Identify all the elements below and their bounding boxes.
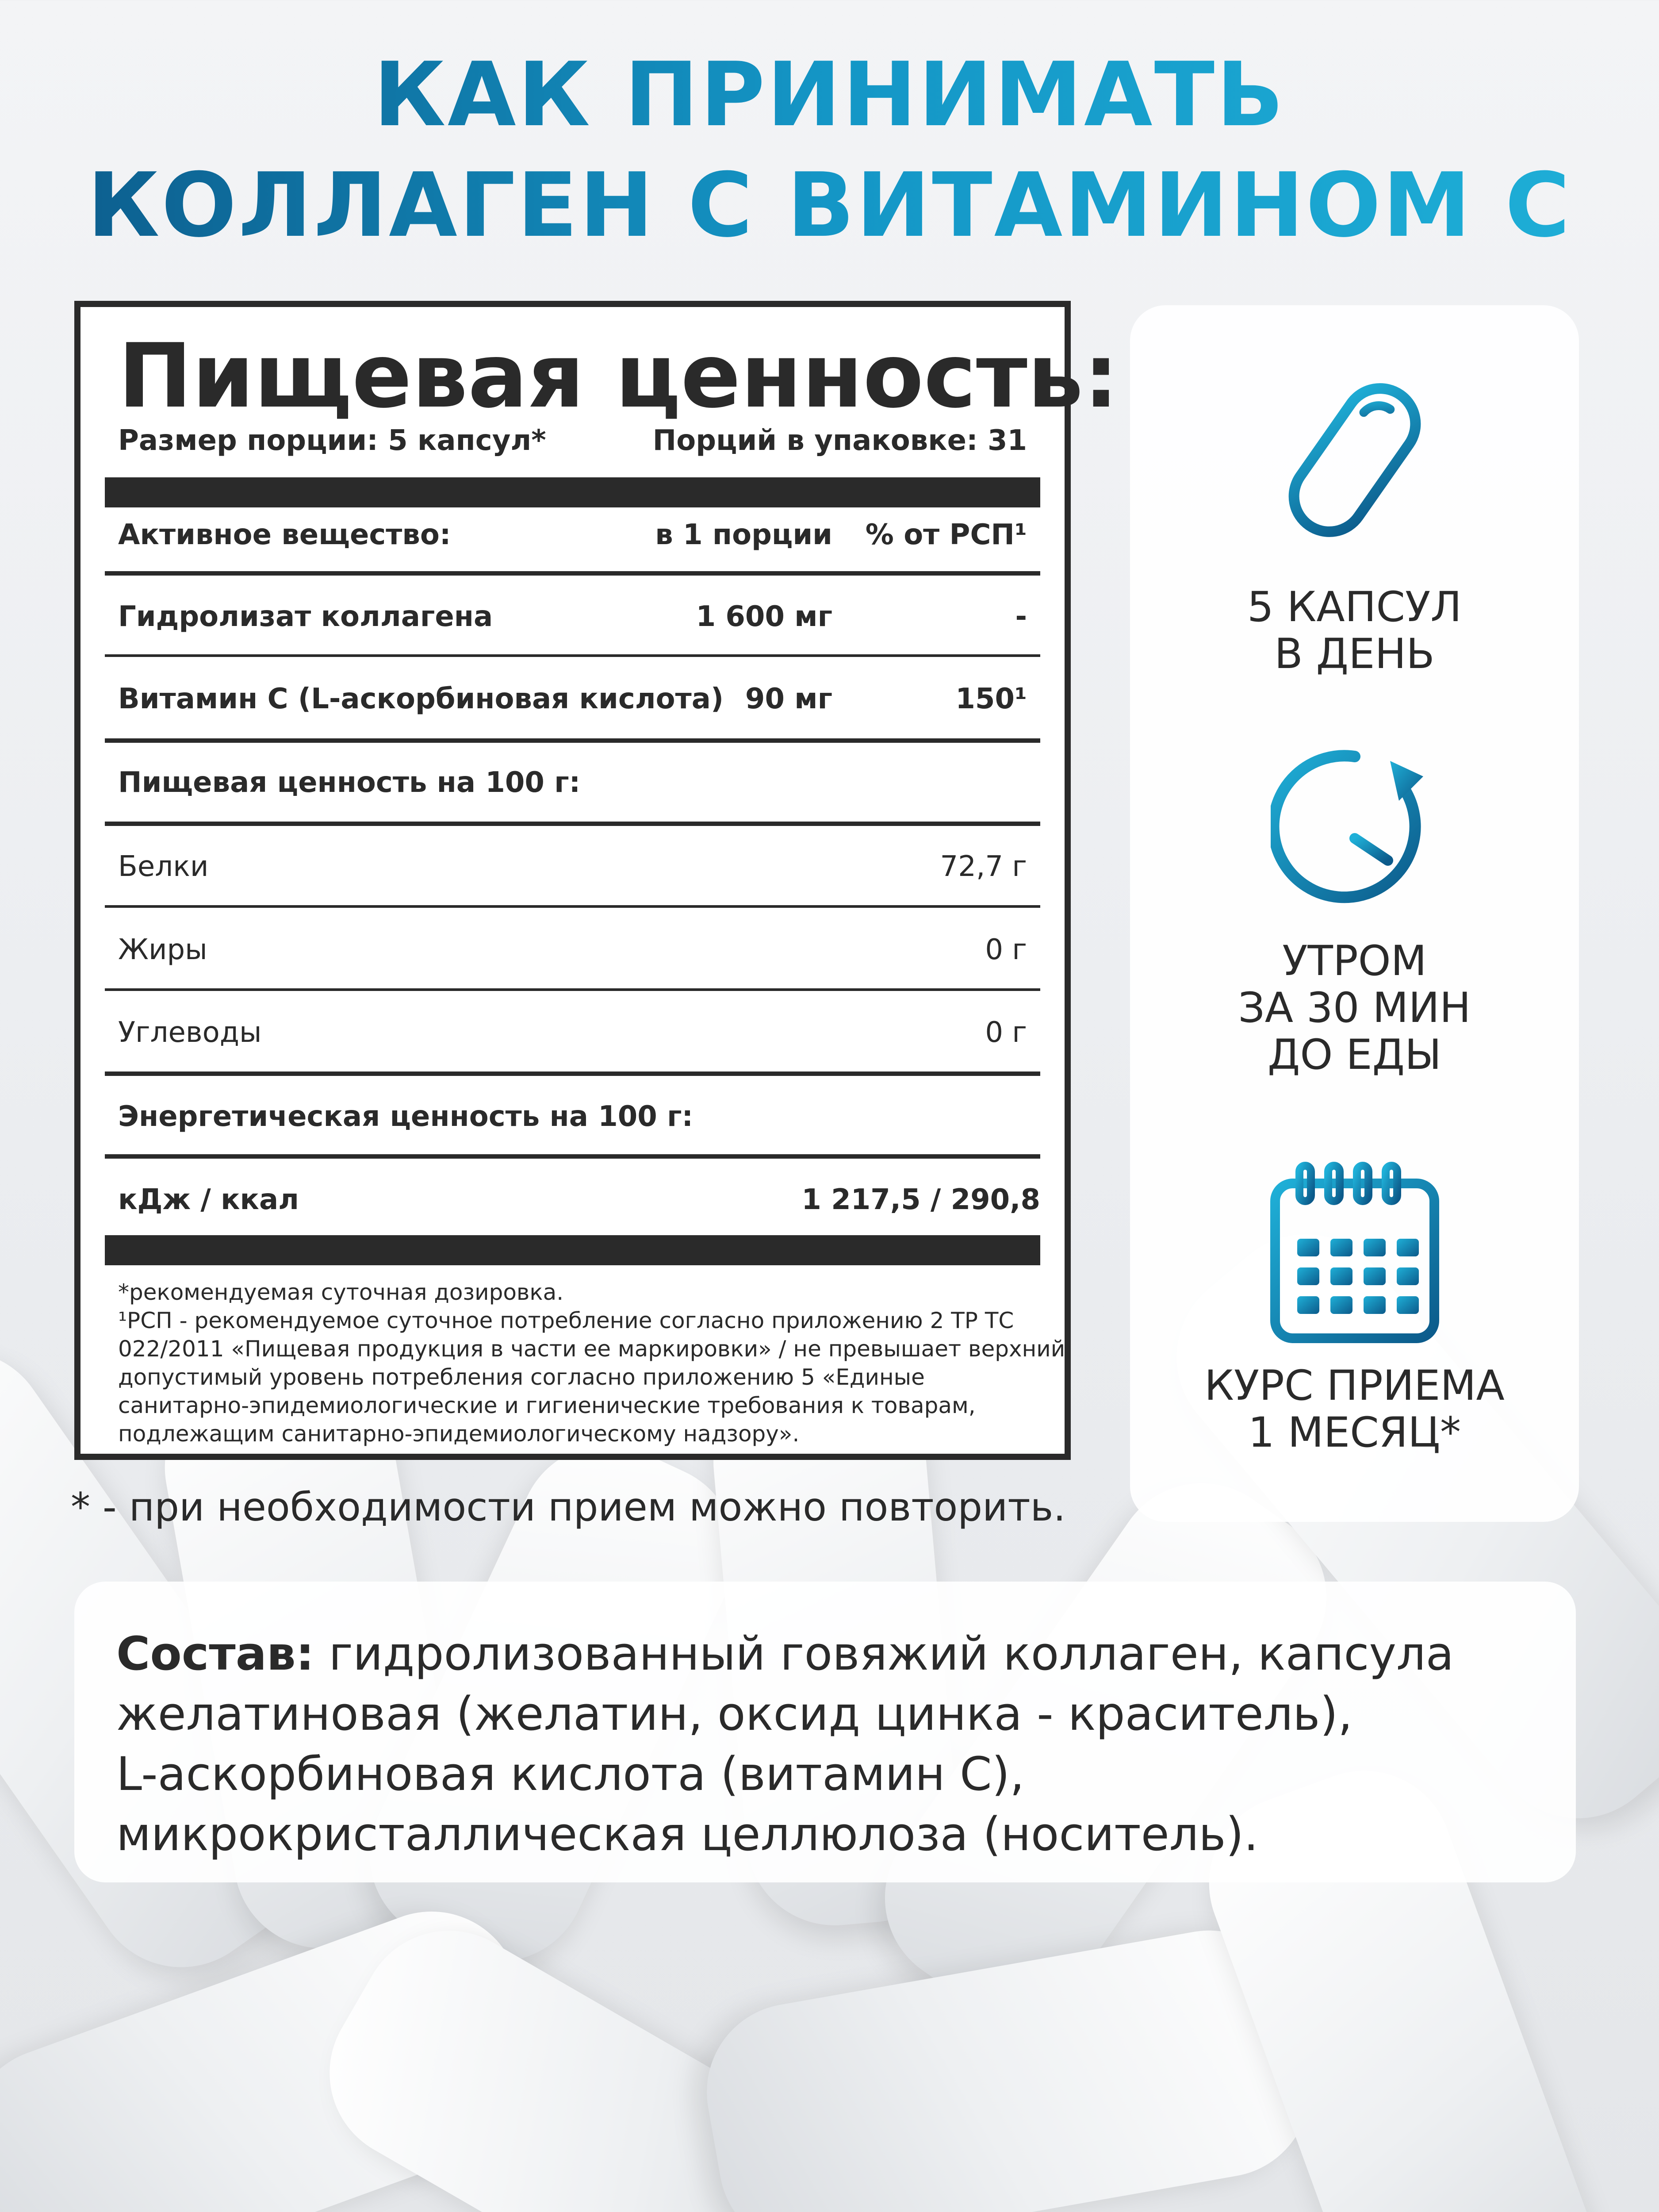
nutrition-heading: Пищевая ценность: bbox=[118, 325, 1119, 428]
row-name: Гидролизат коллагена bbox=[118, 600, 493, 633]
divider bbox=[105, 1071, 1040, 1076]
timing-line: УТРОМ bbox=[1282, 937, 1427, 985]
footnote-line: 022/2011 «Пищевая продукция в части ее маркировки» / не превышает верхний bbox=[118, 1336, 1065, 1362]
divider bbox=[105, 988, 1040, 991]
divider bbox=[105, 738, 1040, 743]
row-value: 0 г bbox=[985, 1016, 1027, 1049]
row-percent: - bbox=[1015, 600, 1027, 633]
title-line-2: КОЛЛАГЕН С ВИТАМИНОМ С bbox=[87, 154, 1572, 257]
nutrition-facts-panel bbox=[74, 301, 1119, 1460]
energy-heading-row bbox=[118, 1090, 1027, 1143]
row-value: 0 г bbox=[985, 933, 1027, 966]
servings-per-pack: Порций в упаковке: 31 bbox=[652, 424, 1027, 457]
timing-line: ДО ЕДЫ bbox=[1267, 1031, 1442, 1079]
repeat-note: * - при необходимости прием можно повторить. bbox=[71, 1484, 1066, 1530]
course-text bbox=[1130, 1363, 1579, 1456]
serving-info bbox=[118, 424, 1027, 460]
header-percent: % от РСП¹ bbox=[865, 518, 1027, 551]
dosage-card bbox=[1130, 305, 1579, 1522]
composition-line bbox=[116, 1624, 1534, 1684]
dose-text bbox=[1130, 584, 1579, 678]
capsule-icon bbox=[1271, 376, 1439, 544]
footnote-line: санитарно-эпидемиологические и гигиенические требования к товарам, bbox=[118, 1393, 976, 1418]
course-line: 1 МЕСЯЦ* bbox=[1248, 1409, 1461, 1457]
composition-label: Состав: bbox=[116, 1627, 314, 1681]
energy-row bbox=[118, 1173, 1040, 1226]
calendar-icon bbox=[1266, 1159, 1443, 1345]
row-value: 72,7 г bbox=[940, 850, 1027, 883]
serving-size: Размер порции: 5 капсул* bbox=[118, 424, 546, 457]
page-title bbox=[0, 40, 1659, 261]
dose-line: В ДЕНЬ bbox=[1274, 630, 1435, 678]
footnote-line: допустимый уровень потребления согласно приложению 5 «Единые bbox=[118, 1364, 925, 1390]
energy-name: кДж / ккал bbox=[118, 1183, 299, 1216]
per100-heading-row bbox=[118, 756, 1027, 809]
per100-heading: Пищевая ценность на 100 г: bbox=[118, 766, 581, 799]
table-row bbox=[118, 923, 1027, 976]
composition-line: L-аскорбиновая кислота (витамин С), bbox=[116, 1747, 1025, 1801]
energy-heading: Энергетическая ценность на 100 г: bbox=[118, 1100, 693, 1133]
row-name: Углеводы bbox=[118, 1016, 262, 1049]
course-line: КУРС ПРИЕМА bbox=[1204, 1362, 1505, 1410]
table-row bbox=[118, 590, 1027, 643]
divider bbox=[105, 654, 1040, 657]
timing-line: ЗА 30 МИН bbox=[1238, 984, 1471, 1032]
divider bbox=[105, 1154, 1040, 1159]
row-name: Витамин С (L-аскорбиновая кислота) bbox=[118, 683, 724, 715]
row-name: Белки bbox=[118, 850, 209, 883]
table-header-row bbox=[118, 508, 1027, 561]
footnote-line: *рекомендуемая суточная дозировка. bbox=[118, 1279, 564, 1305]
header-name: Активное вещество: bbox=[118, 518, 451, 551]
row-per-serving: 90 мг bbox=[745, 683, 832, 715]
footnote-line: ¹РСП - рекомендуемое суточное потребление согласно приложению 2 ТР ТС bbox=[118, 1308, 1014, 1333]
composition-line: микрокристаллическая целлюлоза (носитель). bbox=[116, 1807, 1259, 1861]
energy-value: 1 217,5 / 290,8 bbox=[801, 1183, 1040, 1216]
dose-line: 5 КАПСУЛ bbox=[1247, 583, 1462, 631]
table-row bbox=[118, 1006, 1027, 1059]
header-per-serving: в 1 порции bbox=[655, 518, 832, 551]
divider-thick bbox=[105, 1235, 1040, 1265]
composition-line: желатиновая (желатин, оксид цинка - краситель), bbox=[116, 1687, 1353, 1741]
row-name: Жиры bbox=[118, 933, 207, 966]
table-row bbox=[118, 672, 1027, 726]
composition-box bbox=[74, 1582, 1576, 1882]
composition-text: гидролизованный говяжий коллаген, капсула bbox=[314, 1627, 1454, 1681]
divider bbox=[105, 905, 1040, 908]
title-line-1: КАК ПРИНИМАТЬ bbox=[373, 43, 1286, 146]
divider bbox=[105, 571, 1040, 576]
table-row bbox=[118, 840, 1027, 893]
footnote-line: подлежащим санитарно-эпидемиологическому надзору». bbox=[118, 1421, 800, 1447]
row-per-serving: 1 600 мг bbox=[696, 600, 832, 633]
clock-icon bbox=[1271, 743, 1439, 911]
divider bbox=[105, 822, 1040, 826]
row-percent: 150¹ bbox=[955, 683, 1027, 715]
footnotes bbox=[118, 1278, 1065, 1448]
timing-text bbox=[1130, 938, 1579, 1079]
divider-thick bbox=[105, 477, 1040, 507]
